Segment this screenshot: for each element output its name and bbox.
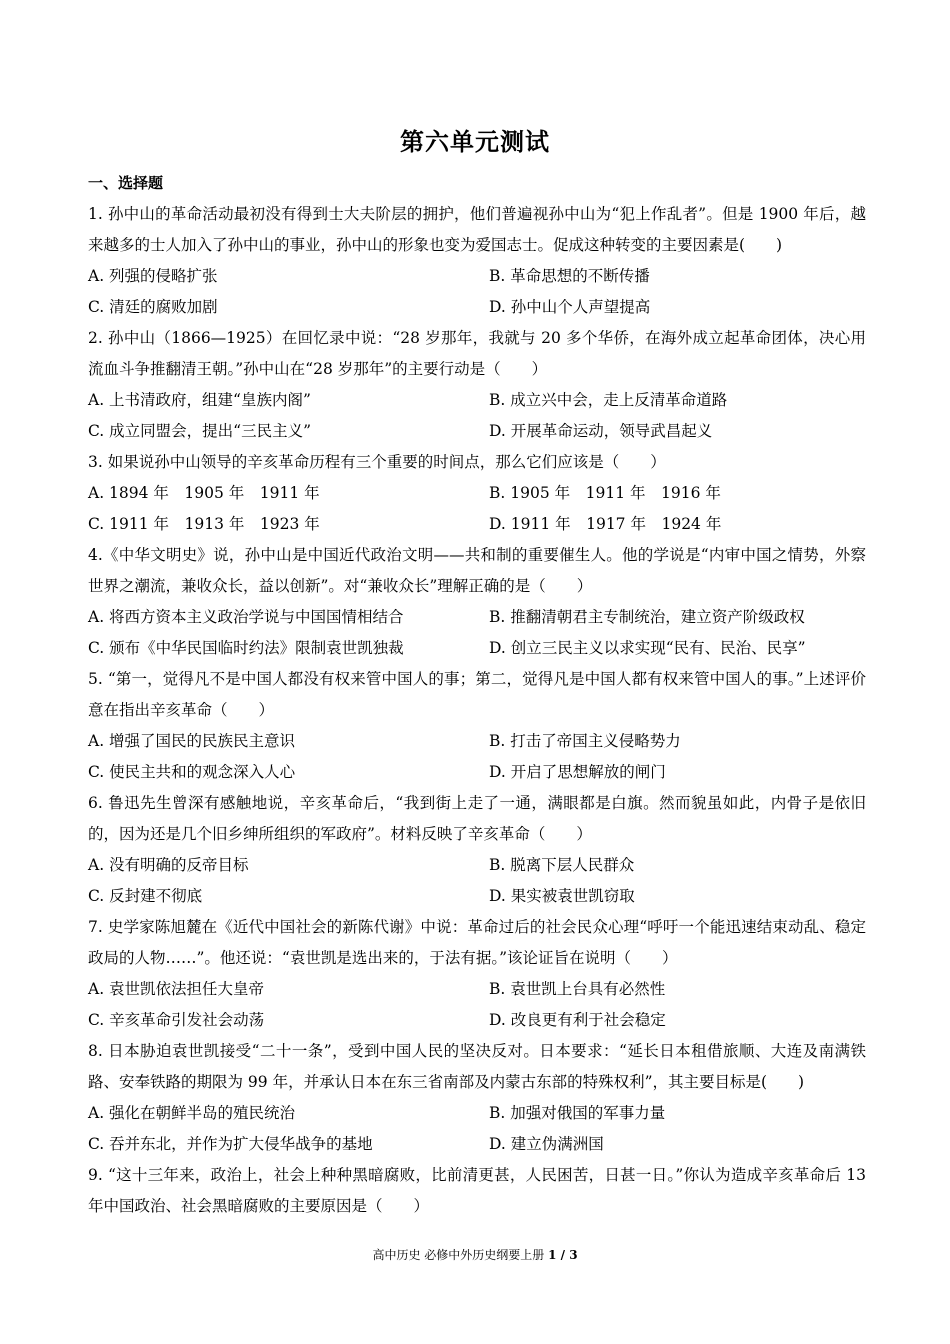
option-a: A. 没有明确的反帝目标 (88, 856, 249, 874)
option-d: D. 开展革命运动，领导武昌起义 (489, 422, 713, 440)
option-list (88, 726, 866, 788)
option-list (88, 974, 866, 1036)
question-item (88, 447, 866, 540)
option-list (88, 261, 866, 323)
option-d: D. 果实被袁世凯窃取 (489, 887, 635, 905)
question-item (88, 1036, 866, 1160)
option-b: B. 1905 年 1911 年 1916 年 (489, 484, 721, 502)
option-a: A. 上书清政府，组建“皇族内阁” (88, 391, 311, 409)
option-b: B. 袁世凯上台具有必然性 (489, 980, 666, 998)
question-stem: 1. 孙中山的革命活动最初没有得到士大夫阶层的拥护，他们普遍视孙中山为“犯上作乱者”。但是 1900 年后，越来越多的士人加入了孙中山的事业，孙中山的形象也变为爱国志士。促成这种转变的主要因素是( ) (88, 205, 866, 254)
option-b: B. 加强对俄国的军事力量 (489, 1104, 666, 1122)
option-c: C. 反封建不彻底 (88, 887, 203, 905)
option-list (88, 602, 866, 664)
option-c: C. 成立同盟会，提出“三民主义” (88, 422, 312, 440)
option-c: C. 颁布《中华民国临时约法》限制袁世凯独裁 (88, 639, 404, 657)
question-item (88, 540, 866, 664)
footer-text: 高中历史 必修中外历史纲要上册 (372, 1248, 545, 1262)
page-number: 1 / 3 (548, 1248, 578, 1262)
option-list (88, 478, 866, 540)
option-a: A. 强化在朝鲜半岛的殖民统治 (88, 1104, 296, 1122)
option-c: C. 清廷的腐败加剧 (88, 298, 218, 316)
question-item (88, 199, 866, 323)
question-stem: 4.《中华文明史》说，孙中山是中国近代政治文明——共和制的重要催生人。他的学说是“内审中国之情势，外察世界之潮流，兼收众长，益以创新”。对“兼收众长”理解正确的是（ ） (88, 546, 866, 595)
option-a: A. 1894 年 1905 年 1911 年 (88, 484, 320, 502)
option-c: C. 吞并东北，并作为扩大侵华战争的基地 (88, 1135, 373, 1153)
option-d: D. 建立伪满洲国 (489, 1135, 604, 1153)
option-a: A. 列强的侵略扩张 (88, 267, 218, 285)
question-item (88, 788, 866, 912)
option-list (88, 385, 866, 447)
question-stem: 2. 孙中山（1866—1925）在回忆录中说：“28 岁那年，我就与 20 多个华侨，在海外成立起革命团体，决心用流血斗争推翻清王朝。”孙中山在“28 岁那年”的主要行动是（ ） (88, 329, 866, 378)
section-heading: 一、选择题 (88, 174, 164, 192)
option-b: B. 革命思想的不断传播 (489, 267, 650, 285)
option-d: D. 改良更有利于社会稳定 (489, 1011, 666, 1029)
option-d: D. 开启了思想解放的闸门 (489, 763, 666, 781)
question-stem: 5. “第一，觉得凡不是中国人都没有权来管中国人的事；第二，觉得凡是中国人都有权来管中国人的事。”上述评价意在指出辛亥革命（ ） (88, 670, 866, 719)
option-b: B. 打击了帝国主义侵略势力 (489, 732, 681, 750)
option-a: A. 将西方资本主义政治学说与中国国情相结合 (88, 608, 404, 626)
option-list (88, 1098, 866, 1160)
question-stem: 6. 鲁迅先生曾深有感触地说，辛亥革命后，“我到街上走了一通，满眼都是白旗。然而貌虽如此，内骨子是依旧的，因为还是几个旧乡绅所组织的军政府”。材料反映了辛亥革命（ ） (88, 794, 866, 843)
question-item (88, 1160, 866, 1222)
option-list (88, 850, 866, 912)
question-stem: 3. 如果说孙中山领导的辛亥革命历程有三个重要的时间点，那么它们应该是（ ） (88, 453, 666, 471)
question-item (88, 912, 866, 1036)
question-stem: 8. 日本胁迫袁世凯接受“二十一条”，受到中国人民的坚决反对。日本要求：“延长日本租借旅顺、大连及南满铁路、安奉铁路的期限为 99 年，并承认日本在东三省南部及内蒙古东部的特殊权利”，其主要目标是( ) (88, 1042, 866, 1091)
question-item (88, 323, 866, 447)
question-list (88, 199, 866, 1222)
option-c: C. 1911 年 1913 年 1923 年 (88, 515, 320, 533)
question-item (88, 664, 866, 788)
option-d: D. 孙中山个人声望提高 (489, 298, 651, 316)
option-c: C. 辛亥革命引发社会动荡 (88, 1011, 265, 1029)
option-c: C. 使民主共和的观念深入人心 (88, 763, 296, 781)
page-title: 第六单元测试 (400, 127, 550, 156)
question-stem: 7. 史学家陈旭麓在《近代中国社会的新陈代谢》中说：革命过后的社会民众心理“呼吁一个能迅速结束动乱、稳定政局的人物……”。他还说：“袁世凯是选出来的，于法有据。”该论证旨在说明（ ） (88, 918, 866, 967)
option-d: D. 1911 年 1917 年 1924 年 (489, 515, 722, 533)
option-d: D. 创立三民主义以求实现“民有、民治、民享” (489, 639, 806, 657)
option-a: A. 袁世凯依法担任大皇帝 (88, 980, 265, 998)
option-a: A. 增强了国民的民族民主意识 (88, 732, 296, 750)
page-footer (0, 1246, 950, 1263)
option-b: B. 推翻清朝君主专制统治，建立资产阶级政权 (489, 608, 805, 626)
option-b: B. 脱离下层人民群众 (489, 856, 635, 874)
option-b: B. 成立兴中会，走上反清革命道路 (489, 391, 728, 409)
question-stem: 9. “这十三年来，政治上，社会上种种黑暗腐败，比前清更甚，人民困苦，日甚一日。”你认为造成辛亥革命后 13 年中国政治、社会黑暗腐败的主要原因是（ ） (88, 1166, 866, 1215)
